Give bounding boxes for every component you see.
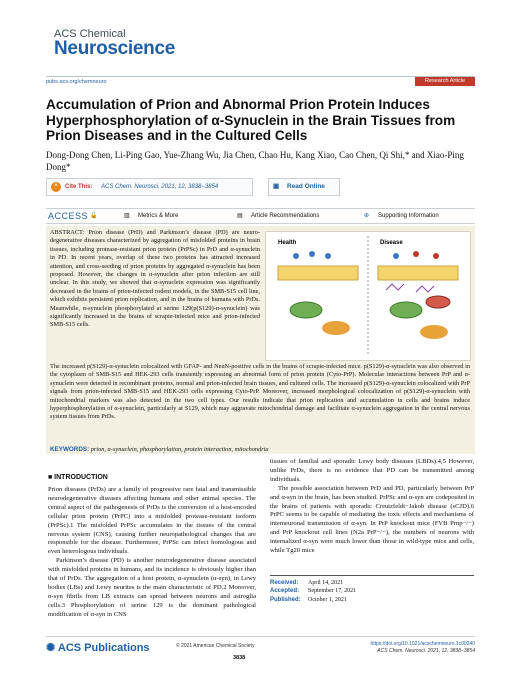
recommendations-link[interactable]: Article Recommendations: [251, 213, 320, 219]
access-bar: [46, 208, 475, 224]
keywords: [50, 446, 470, 454]
read-online-button[interactable]: [268, 178, 340, 196]
recommendations-icon: ▤: [237, 213, 243, 219]
author-list: Dong-Dong Chen, Li-Ping Gao, Yue-Zhang Wu, Jia Chen, Chao Hu, Kang Xiao, Cao Chen, Qi Shi,* and Xiao-Ping Dong*: [46, 150, 464, 172]
acs-publications-logo: [46, 641, 150, 654]
keywords-label: KEYWORDS:: [50, 446, 90, 453]
plus-icon: ⊕: [364, 213, 370, 219]
paragraph: The possible association between PrD and PD, particularly between PrP and α-syn in the brain, has been studied. PrPSc and α-syn are codeposited in the brains of patients with sporadic Creutzfeldt−Jakob disease (sCJD).6 PrPC seems to be capable of mediating the toxic effects and mechanisms of intemeuronal transmission of α-syn. In PrP knockout mice (FVB Prnp−/−) and PrP knockout cell lines (N2a PrP−/−), the numbers of neurons with internalized α-syn were much lower than those in wild-type mice and cells, while Tg20 mice: [270, 484, 474, 555]
header-rule: [46, 76, 475, 77]
journal-name-main: Neuroscience: [54, 38, 176, 59]
date-accepted: Accepted: September 17, 2021: [270, 588, 357, 595]
publisher-name: ACS Publications: [57, 642, 150, 654]
graphical-abstract: [265, 231, 471, 361]
copyright: © 2021 American Chemical Society: [176, 643, 255, 649]
cite-label: Cite This:: [65, 184, 93, 190]
doi-citation: ACS Chem. Neurosci. 2021, 12, 3838−3854: [377, 648, 475, 654]
introduction-heading: ■ INTRODUCTION: [48, 474, 108, 481]
book-icon: ▣: [273, 183, 280, 190]
abstract-rest: The increased p(S129)-α-synuclein colocalized with GFAP- and NeuN-positive cells in the brains of scrapie-infected mice. p(S129)-α-synuclein was also observed in the cytoplasm of SMB-S15 and HEK-293 cells transiently expressing an abnormal form of prion protein (Cyto-PrP). Molecular interactions between PrP and α-synuclein were detected in recombinant proteins, normal and prion-infected brain tissues, and cultured cells. The increased p(S129)-α-synuclein colocalized with PrP signals from prion-infected SMB-S15 and HEK-293 cells expressing Cyto-PrP. Moreover, increased morphological colocalization of p(S129)-α-synuclein with mitochondrial markers was also detected in the two cell types. Our results indicate that prion replication and accumulation in cells and brains induce hyperphosphorylation of α-synuclein, particularly at S129, which may aggravate mitochondrial damage and facilitate α-synuclein aggregation in the central nervous system tissues from PrDs.: [50, 363, 470, 421]
paragraph: tissues of familial and sporadic Lewy body diseases (LBDs).4,5 However, unlike PrDs, there is no evidence that PD can be transmitted among individuals.: [270, 458, 474, 483]
page-number: 3838: [233, 655, 246, 661]
figure-label-health: Health: [278, 240, 297, 246]
access-label: ACCESS: [48, 211, 89, 221]
doi-link[interactable]: https://doi.org/10.1021/acschemneuro.1c00240: [370, 641, 475, 647]
publication-dates: [270, 575, 474, 604]
keywords-text: prion, α-synuclein, phosphorylation, protein interaction, mitochondria: [90, 446, 269, 453]
article-title: Accumulation of Prion and Abnormal Prion Protein Induces Hyperphosphorylation of α-Synuclein in the Brain Tissues from Prion Diseases and in the Cultured Cells: [46, 97, 456, 143]
cite-this-box[interactable]: [46, 178, 253, 196]
metrics-link[interactable]: Metrics & More: [138, 213, 179, 219]
acs-logo-icon: ✺: [46, 642, 56, 654]
date-received: Received: April 14, 2021: [270, 580, 344, 586]
read-online-label: Read Online: [287, 183, 325, 190]
column-left: [48, 486, 256, 620]
paragraph: Prion diseases (PrDs) are a family of progressive rare fatal and transmissible neurodegenerative diseases affecting humans and other animal species. The central aspect of the pathogenesis of PrDs is the conversion of a host-encoded cellular prion protein (PrPC) into a misfolded protease-resistant isoform (PrPSc).1 The misfolded PrPSc accumulates in the tissues of the central nervous system (CNS), causing further neuropathological changes that are responsible for the disease. Furthermore, PrPSc can infect homologous and even heterologous individuals.: [48, 486, 256, 556]
journal-name-top: ACS Chemical: [54, 28, 126, 40]
journal-url-link[interactable]: pubs.acs.org/chemneuro: [46, 79, 107, 85]
cite-reference[interactable]: ACS Chem. Neurosci. 2021, 12, 3838−3854: [101, 184, 219, 190]
footer-rule: [46, 636, 475, 637]
abstract-lead: ABSTRACT: Prion disease (PrD) and Parkinson’s disease (PD) are neuro-degenerative diseases characterized by aggregation of misfolded proteins in brain tissues, including protease-resistant prion protein (PrPSc) in PrD and α-synuclein in PD. In recent years, overlap of these two proteins has attracted increased attention, and cross-seeding of prion proteins by aggregated α-synuclein has been proposed. However, the changes in α-synuclein after prion infection are still unclear. In this study, we showed that α-synuclein expression was significantly decreased in the brains of prion-infected rodent models, in the SMB-S15 cell line, which exhibits persistent prion replication, and in the brains of humans with PrDs. Meanwhile, α-synuclein phosphorylated at serine 129(p(S129)-α-synuclein) was significantly increased in the brains of scrapie-infected mice and prion-infected SMB-S15 cells.: [50, 229, 260, 329]
date-published: Published: October 1, 2021: [270, 596, 347, 603]
article-type-badge: Research Article: [415, 77, 475, 86]
column-right: [270, 458, 474, 556]
lock-icon: 🔓: [90, 213, 98, 219]
figure-label-disease: Disease: [380, 240, 403, 246]
paragraph: Parkinson’s disease (PD) is another neurodegenerative disease associated with misfolded proteins in humans, and its incidence is obviously higher than that of PrDs. The aggregation of a host protein, α-synuclein (α-syn), in Lewy bodies (LBs) and Lewy neurites is the main characteristic of PD.2 Moreover, α-syn fibrils from LB extracts can spread between neurons and astroglia cells.3 Phosphorylation of serine 129 is the dominant pathological modification of α-syn in CNS: [48, 557, 256, 618]
doi-block: [360, 641, 475, 655]
supporting-info-link[interactable]: Supporting Information: [378, 213, 439, 219]
metrics-icon: ▥: [124, 213, 130, 219]
graphical-abstract-image: [266, 232, 470, 360]
quote-icon: ❝: [51, 182, 61, 192]
